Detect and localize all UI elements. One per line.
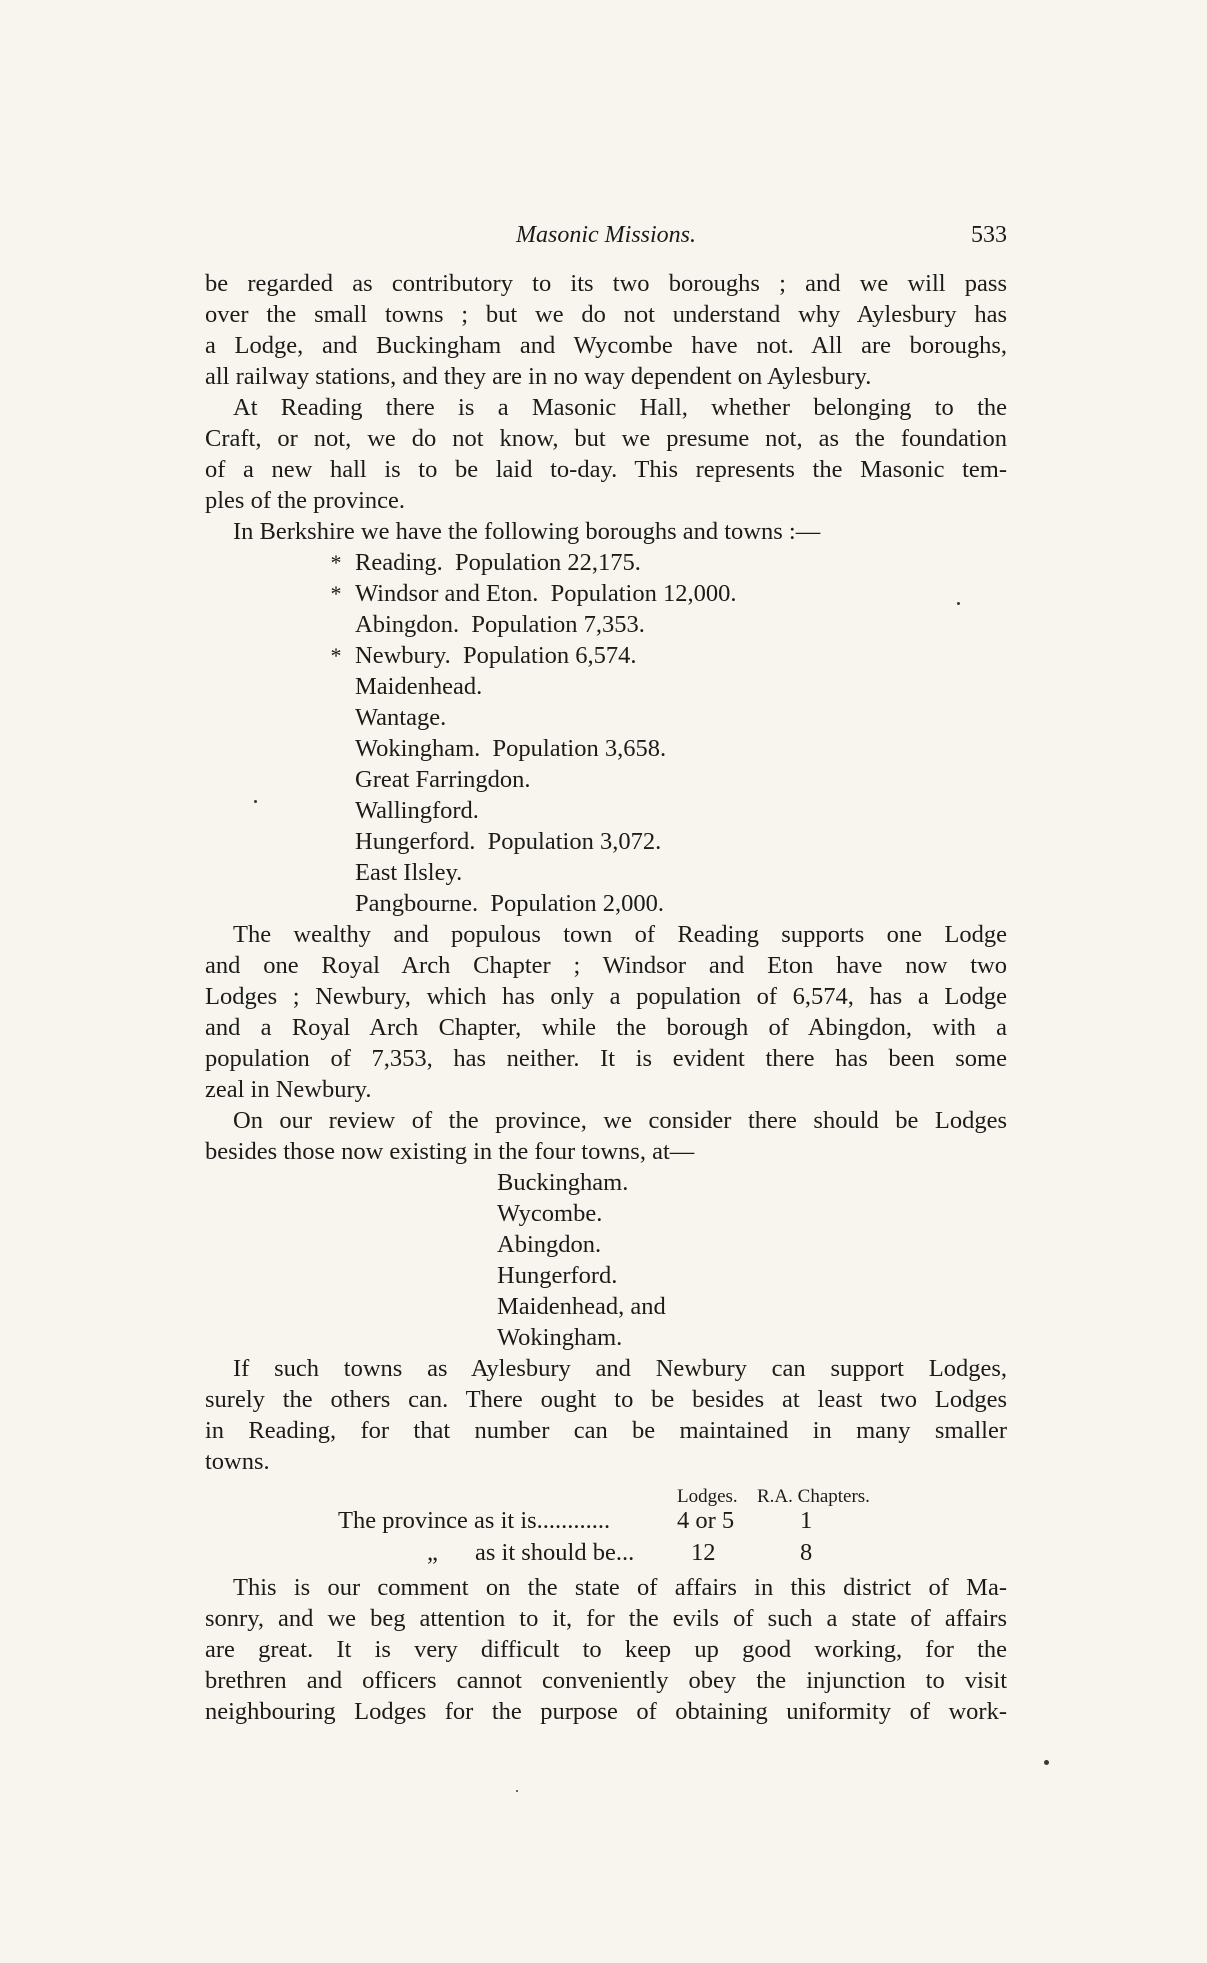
- proposed-lodge-item: Maidenhead, and: [497, 1293, 666, 1320]
- closing-paragraph: [205, 1572, 1007, 1727]
- text-line: all railway stations, and they are in no way dependent on Aylesbury.: [205, 363, 872, 390]
- wealthy-paragraph: [205, 919, 1007, 1105]
- text-line: brethren and officers cannot conveniently obey the injunction to visit: [205, 1667, 1007, 1694]
- town-name: East Ilsley.: [355, 859, 463, 886]
- text-line: sonry, and we beg attention to it, for the evils of such a state of affairs: [205, 1605, 1007, 1632]
- print-speck: [1044, 1760, 1049, 1765]
- text-line: At Reading there is a Masonic Hall, whether belonging to the: [233, 394, 1007, 421]
- column-header-lodges: Lodges.: [677, 1486, 738, 1507]
- text-line: population of 7,353, has neither. It is evident there has been some: [205, 1045, 1007, 1072]
- proposed-lodge-item: Wycombe.: [497, 1200, 603, 1227]
- chapters-cell: 8: [800, 1539, 813, 1566]
- town-name: Pangbourne.: [355, 890, 479, 917]
- text-line: are great. It is very difficult to keep up good working, for the: [205, 1636, 1007, 1663]
- lodge-marker: *: [330, 643, 342, 668]
- print-speck: [957, 602, 960, 605]
- text-line: towns.: [205, 1448, 270, 1475]
- town-item: [355, 702, 1007, 733]
- town-item: [330, 578, 1007, 609]
- text-line: Craft, or not, we do not know, but we presume not, as the foundation: [205, 425, 1007, 452]
- town-item: [355, 826, 1007, 857]
- text-line: in Reading, for that number can be maintained in many smaller: [205, 1417, 1007, 1444]
- town-item: [355, 609, 1007, 640]
- text-line: The wealthy and populous town of Reading supports one Lodge: [233, 921, 1007, 948]
- town-population: Population 3,658.: [492, 735, 667, 762]
- text-line: a Lodge, and Buckingham and Wycombe have not. All are boroughs,: [205, 332, 1007, 359]
- town-population: Population 6,574.: [462, 642, 637, 669]
- lodges-cell: 4 or 5: [677, 1507, 735, 1534]
- lodge-marker: *: [330, 581, 342, 606]
- town-name: Windsor and Eton.: [355, 580, 539, 607]
- text-line: neighbouring Lodges for the purpose of obtaining uniformity of work-: [205, 1698, 1007, 1725]
- ditto-mark: „: [427, 1539, 438, 1566]
- town-population: Population 22,175.: [455, 549, 641, 576]
- row-label: The province as it is............: [338, 1507, 611, 1534]
- proposed-lodge-item: Abingdon.: [497, 1231, 602, 1258]
- berkshire-intro: [205, 516, 1007, 547]
- proposed-lodges-list: [205, 1167, 1007, 1353]
- proposed-lodge-item: Hungerford.: [497, 1262, 618, 1289]
- town-name: Wantage.: [355, 704, 447, 731]
- town-item: [330, 640, 1007, 671]
- print-speck: [254, 800, 257, 803]
- town-name: Reading.: [355, 549, 443, 576]
- text-line: ples of the province.: [205, 487, 406, 514]
- town-name: Maidenhead.: [355, 673, 483, 700]
- town-item: [355, 764, 1007, 795]
- table-row: [205, 1505, 1007, 1536]
- proposed-lodge-item: Buckingham.: [497, 1169, 629, 1196]
- town-item: [330, 547, 1007, 578]
- text-line: In Berkshire we have the following boroughs and towns :—: [233, 518, 821, 545]
- reading-paragraph: [205, 392, 1007, 516]
- text-line: On our review of the province, we consider there should be Lodges: [233, 1107, 1007, 1134]
- town-name: Wallingford.: [355, 797, 479, 824]
- town-name: Hungerford.: [355, 828, 476, 855]
- print-speck: [516, 1790, 518, 1792]
- town-name: Wokingham.: [355, 735, 481, 762]
- text-line: besides those now existing in the four towns, at—: [205, 1138, 695, 1165]
- town-item: [355, 671, 1007, 702]
- proposed-lodge-item: Wokingham.: [497, 1324, 623, 1351]
- page-body: [205, 268, 1007, 1727]
- lodges-cell: 12: [691, 1539, 716, 1566]
- running-head: Masonic Missions.: [516, 222, 696, 248]
- town-item: [355, 795, 1007, 826]
- lodges-comparison-table: [205, 1477, 1007, 1572]
- text-line: and a Royal Arch Chapter, while the borough of Abingdon, with a: [205, 1014, 1007, 1041]
- column-header-chapters: R.A. Chapters.: [757, 1486, 870, 1507]
- such-towns-paragraph: [205, 1353, 1007, 1477]
- town-population: Population 2,000.: [490, 890, 664, 917]
- town-population: Population 12,000.: [550, 580, 737, 607]
- review-paragraph: [205, 1105, 1007, 1167]
- town-name: Abingdon.: [355, 611, 460, 638]
- berkshire-towns-list: [205, 547, 1007, 919]
- text-line: surely the others can. There ought to be besides at least two Lodges: [205, 1386, 1007, 1413]
- row-label: as it should be...: [475, 1539, 635, 1566]
- intro-paragraph: [205, 268, 1007, 392]
- text-line: This is our comment on the state of affairs in this district of Ma-: [233, 1574, 1007, 1601]
- town-item: [355, 733, 1007, 764]
- text-line: be regarded as contributory to its two boroughs ; and we will pass: [205, 270, 1007, 297]
- town-population: Population 3,072.: [487, 828, 662, 855]
- table-row: [205, 1537, 1007, 1568]
- page-header: [205, 222, 1007, 256]
- text-line: of a new hall is to be laid to-day. This represents the Masonic tem-: [205, 456, 1007, 483]
- lodge-marker: *: [330, 550, 342, 575]
- text-line: Lodges ; Newbury, which has only a population of 6,574, has a Lodge: [205, 983, 1007, 1010]
- text-line: and one Royal Arch Chapter ; Windsor and Eton have now two: [205, 952, 1007, 979]
- text-line: zeal in Newbury.: [205, 1076, 372, 1103]
- town-item: [355, 857, 1007, 888]
- text-line: over the small towns ; but we do not understand why Aylesbury has: [205, 301, 1007, 328]
- town-name: Great Farringdon.: [355, 766, 531, 793]
- chapters-cell: 1: [800, 1507, 813, 1534]
- town-name: Newbury.: [355, 642, 451, 669]
- text-line: If such towns as Aylesbury and Newbury can support Lodges,: [233, 1355, 1007, 1382]
- page-number: 533: [971, 222, 1007, 248]
- town-population: Population 7,353.: [471, 611, 645, 638]
- town-item: [355, 888, 1007, 919]
